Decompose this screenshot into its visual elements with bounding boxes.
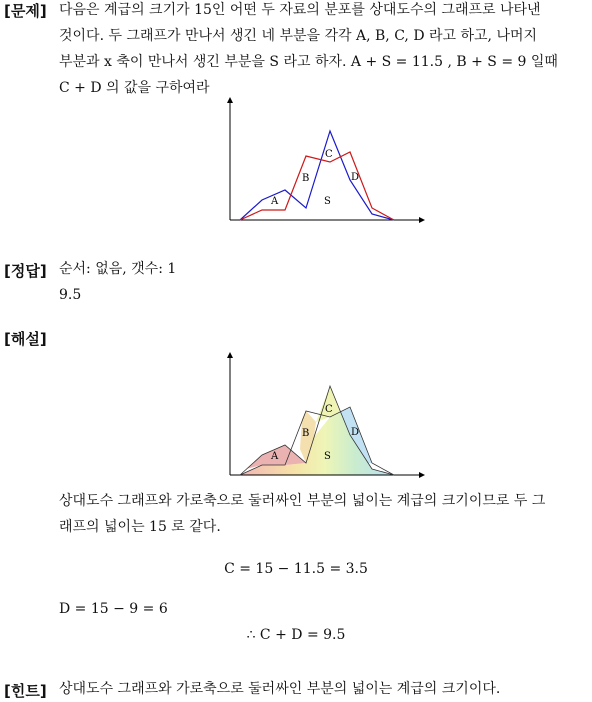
explanation-line-1: 상대도수 그래프와 가로축으로 둘러싸인 부분의 넓이는 계급의 크기이므로 두 그 xyxy=(59,493,546,509)
explanation-text xyxy=(59,488,589,540)
problem-label: [문제] xyxy=(4,2,47,20)
region-label-s-2: S xyxy=(324,451,331,462)
explanation-graph xyxy=(226,351,426,481)
hint-label: [힌트] xyxy=(4,682,47,700)
region-label-c-2: C xyxy=(325,404,333,415)
explanation-line-2: 래프의 넓이는 15 로 같다. xyxy=(59,519,221,535)
problem-line-2: 것이다. 두 그래프가 만나서 생긴 네 부분을 각각 A, B, C, D 라고 하고, 나머지 xyxy=(59,28,538,44)
equation-c: C = 15 − 11.5 = 3.5 xyxy=(224,561,368,577)
red-polygon xyxy=(240,152,394,220)
explanation-label: [해설] xyxy=(4,330,47,348)
problem-line-4: C + D 의 값을 구하여라 xyxy=(59,80,210,96)
problem-line-1: 다음은 계급의 크기가 15인 어떤 두 자료의 분포를 상대도수의 그래프로 나타낸 xyxy=(59,2,541,18)
region-label-b: B xyxy=(302,173,310,184)
answer-value: 9.5 xyxy=(59,287,82,303)
region-label-a-2: A xyxy=(271,451,279,462)
region-label-a: A xyxy=(271,196,279,207)
region-label-b-2: B xyxy=(302,428,310,439)
equation-d: D = 15 − 9 = 6 xyxy=(59,601,168,617)
equation-sum: ∴ C + D = 9.5 xyxy=(246,627,346,643)
region-label-d: D xyxy=(351,172,360,183)
region-label-s: S xyxy=(324,196,331,207)
region-label-c: C xyxy=(325,149,333,160)
problem-line-3: 부분과 x 축이 만나서 생긴 부분을 S 라고 하자. A + S = 11.5 , B + S = 9 일때 xyxy=(59,54,558,70)
hint-text: 상대도수 그래프와 가로축으로 둘러싸인 부분의 넓이는 계급의 크기이다. xyxy=(59,681,501,697)
region-label-d-2: D xyxy=(351,427,360,438)
problem-text xyxy=(59,0,589,101)
answer-label: [정답] xyxy=(4,262,47,280)
problem-graph xyxy=(226,96,426,226)
answer-order: 순서: 없음, 갯수: 1 xyxy=(59,261,177,277)
